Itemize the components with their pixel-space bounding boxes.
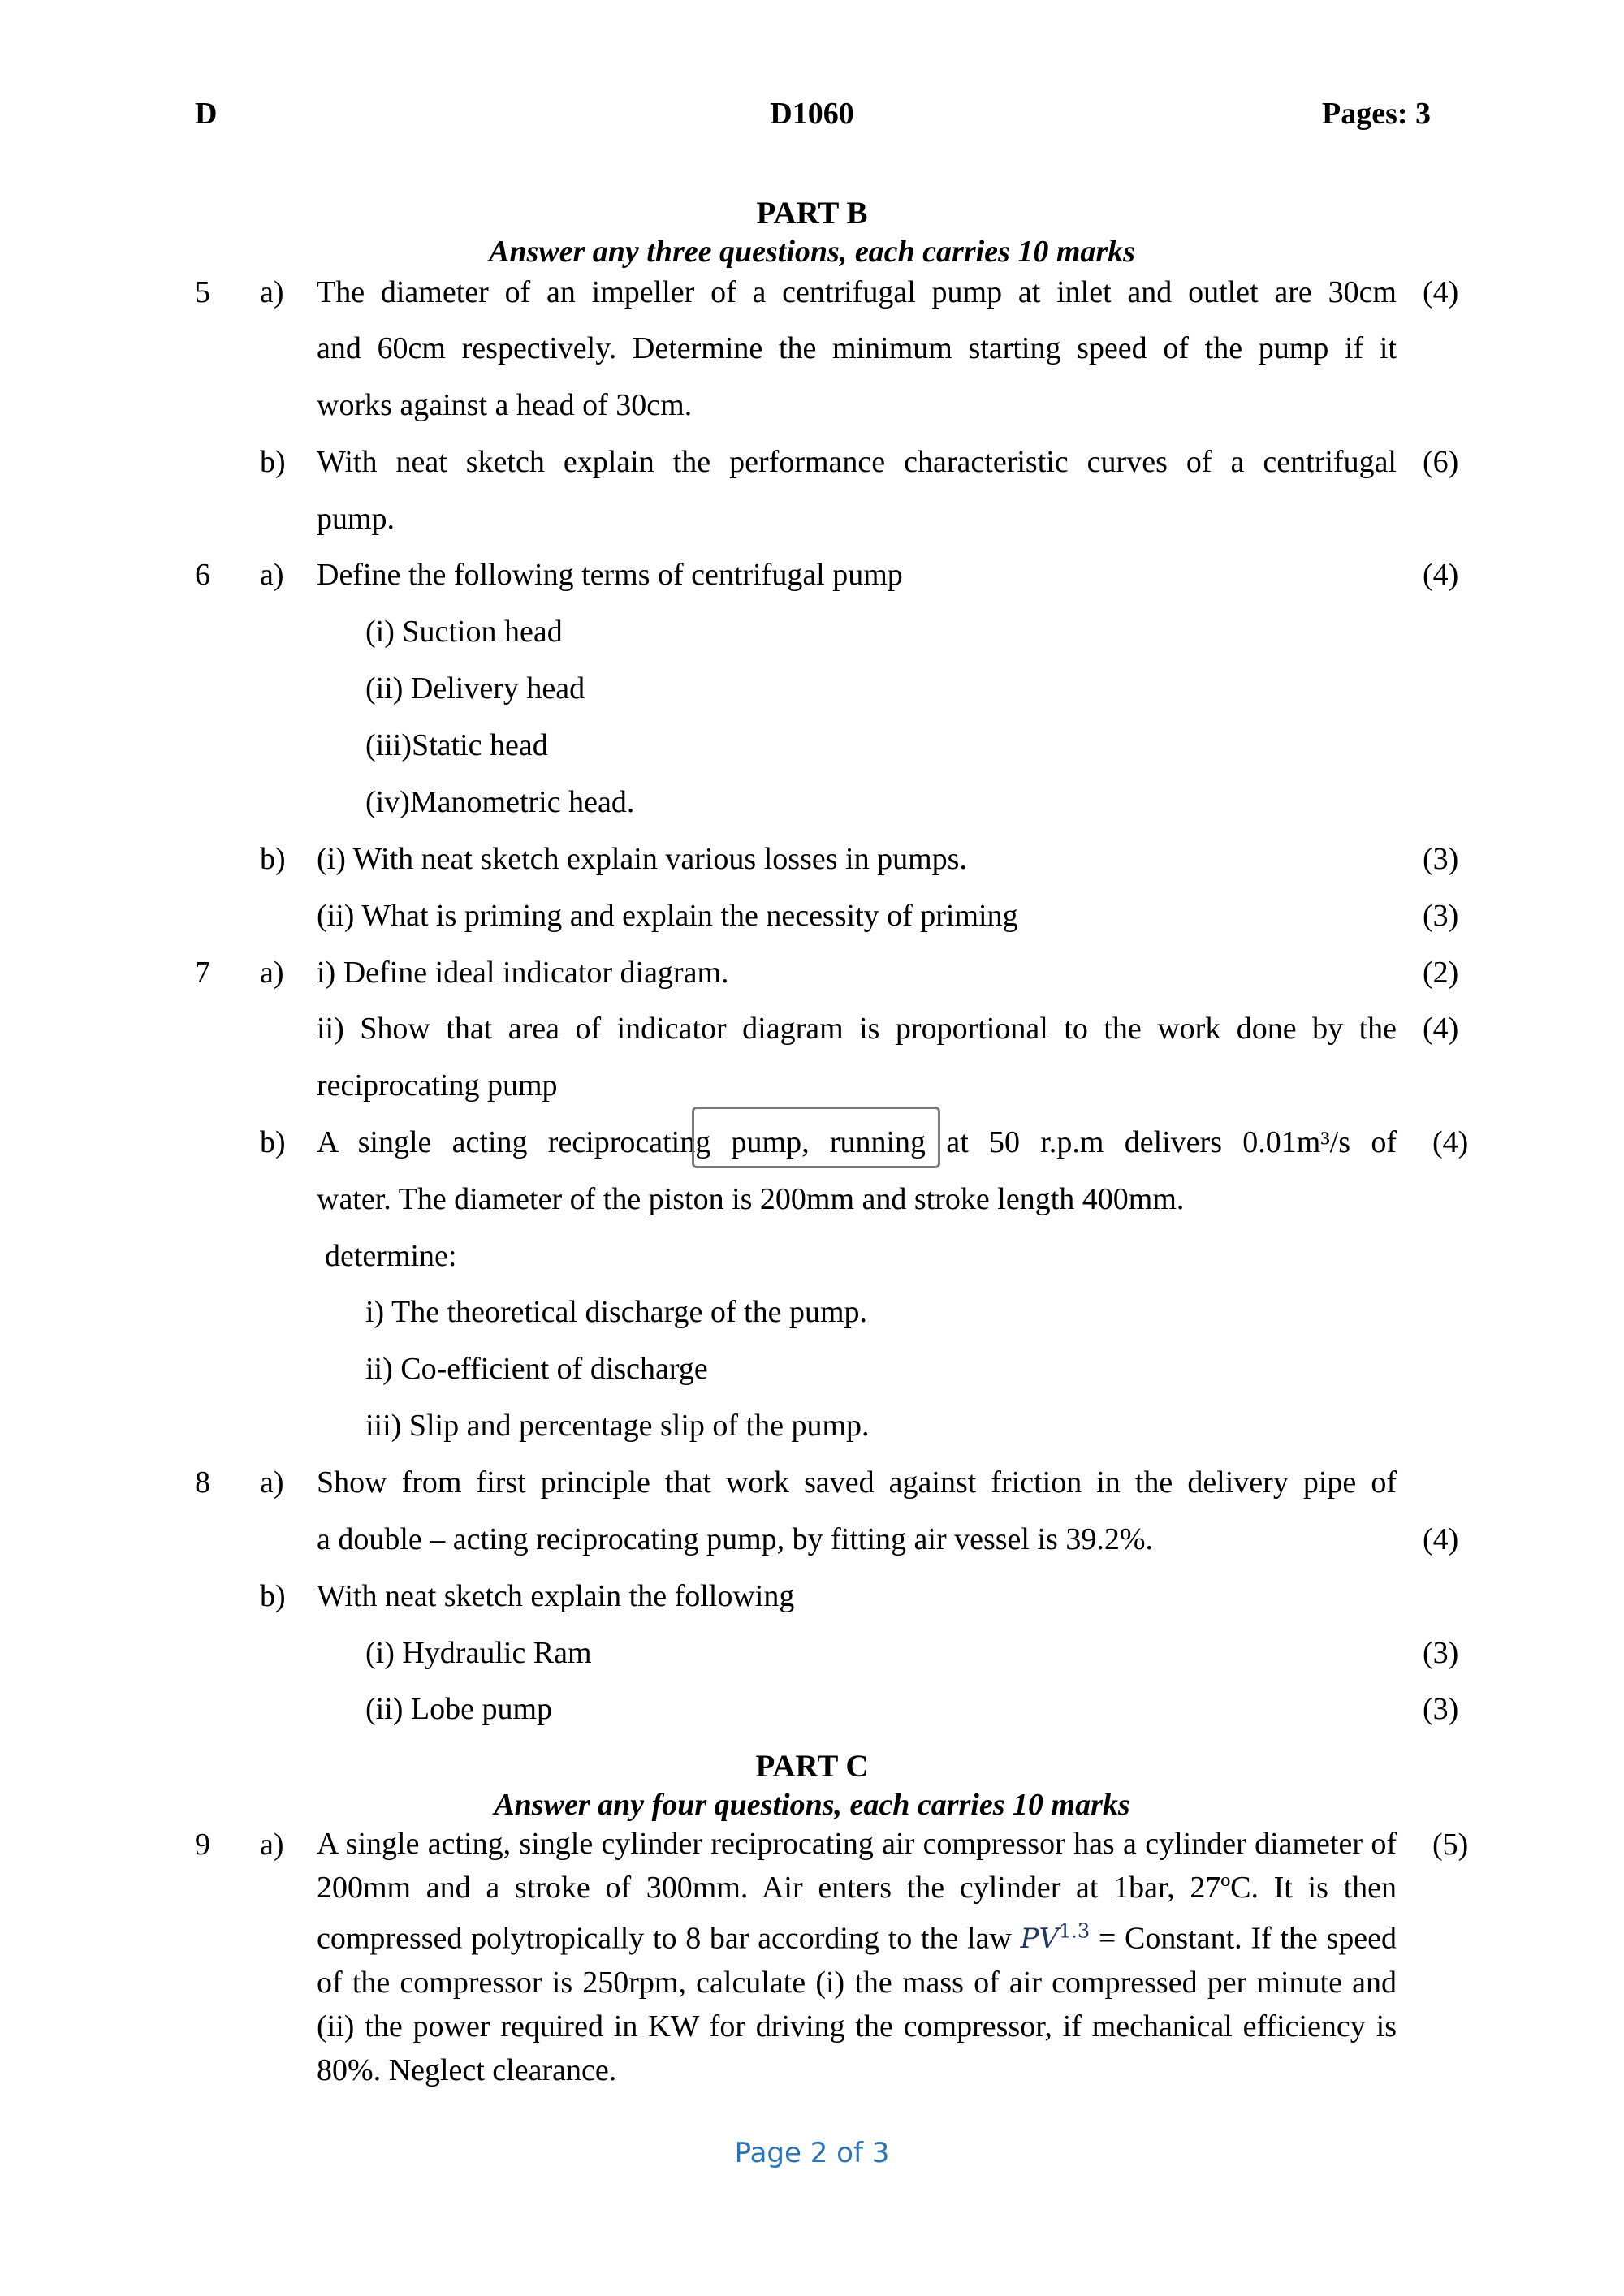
sub-label: a) bbox=[260, 558, 284, 592]
marks: (3) bbox=[1423, 842, 1459, 876]
question-number: 9 bbox=[195, 1828, 210, 1862]
list-item: i) The theoretical discharge of the pump. bbox=[365, 1295, 868, 1329]
sub-label: a) bbox=[260, 275, 284, 309]
question-line: determine: bbox=[325, 1239, 457, 1273]
list-item: iii) Slip and percentage slip of the pump. bbox=[365, 1409, 870, 1443]
marks: (6) bbox=[1423, 445, 1459, 479]
marks: (3) bbox=[1423, 1692, 1459, 1726]
question-line: The diameter of an impeller of a centrifugal pump at inlet and outlet are 30cm bbox=[317, 275, 1397, 309]
question-line: reciprocating pump bbox=[317, 1068, 558, 1103]
question-line: (ii) What is priming and explain the necessity of priming bbox=[317, 899, 1018, 933]
sub-label: b) bbox=[260, 445, 286, 479]
question-line: pump. bbox=[317, 502, 395, 536]
list-item: (iii)Static head bbox=[365, 728, 548, 762]
marks: (4) bbox=[1423, 1012, 1459, 1046]
sub-label: a) bbox=[260, 956, 284, 990]
list-item: ii) Co-efficient of discharge bbox=[365, 1352, 708, 1386]
part-c-instruction: Answer any four questions, each carries 10 marks bbox=[494, 1788, 1130, 1822]
question-line: water. The diameter of the piston is 200mm and stroke length 400mm. bbox=[317, 1182, 1185, 1216]
watermark-stamp bbox=[692, 1107, 940, 1168]
formula: $PV^{1.3}$ bbox=[1020, 1920, 1091, 1956]
question-number: 6 bbox=[195, 558, 210, 592]
sub-label: a) bbox=[260, 1828, 284, 1862]
marks: (4) bbox=[1423, 558, 1459, 592]
question-number: 7 bbox=[195, 956, 210, 990]
header-pages: Pages: 3 bbox=[1322, 97, 1432, 131]
marks: (4) bbox=[1423, 1522, 1459, 1556]
header-left: D bbox=[195, 97, 218, 131]
question-line: i) Define ideal indicator diagram. bbox=[317, 956, 729, 990]
marks: (4) bbox=[1423, 275, 1459, 309]
question-line: With neat sketch explain the performance characteristic curves of a centrifugal bbox=[317, 445, 1397, 479]
list-item: (i) Suction head bbox=[365, 615, 563, 649]
marks: (4) bbox=[1432, 1125, 1469, 1159]
question-line: a double – acting reciprocating pump, by fitting air vessel is 39.2%. bbox=[317, 1522, 1153, 1556]
part-c-title: PART C bbox=[755, 1749, 869, 1784]
question-line: With neat sketch explain the following bbox=[317, 1579, 795, 1613]
question-line: (i) With neat sketch explain various losses in pumps. bbox=[317, 842, 967, 876]
list-item: (ii) Lobe pump bbox=[365, 1692, 553, 1726]
question-line: ii) Show that area of indicator diagram is proportional to the work done by the bbox=[317, 1012, 1397, 1046]
question-number: 8 bbox=[195, 1465, 210, 1500]
question-paragraph bbox=[317, 1822, 1397, 2092]
marks: (5) bbox=[1432, 1828, 1469, 1862]
part-b-title: PART B bbox=[756, 196, 868, 231]
list-item: (ii) Delivery head bbox=[365, 671, 585, 706]
sub-label: a) bbox=[260, 1465, 284, 1500]
part-b-instruction: Answer any three questions, each carries 10 marks bbox=[489, 235, 1135, 269]
marks: (3) bbox=[1423, 899, 1459, 933]
question-line: and 60cm respectively. Determine the minimum starting speed of the pump if it bbox=[317, 331, 1397, 365]
question-line: Show from first principle that work saved against friction in the delivery pipe of bbox=[317, 1465, 1397, 1500]
list-item: (i) Hydraulic Ram bbox=[365, 1636, 592, 1670]
marks: (3) bbox=[1423, 1636, 1459, 1670]
header-code: D1060 bbox=[770, 97, 854, 131]
question-line: Define the following terms of centrifugal pump bbox=[317, 558, 903, 592]
list-item: (iv)Manometric head. bbox=[365, 785, 635, 819]
question-text: A single acting, single cylinder reciprocating air compressor has a cylinder diameter of 200mm and a stroke of 300mm. Air enters the cylinder at 1bar, 27ºC. It is then compressed polytropically to 8 bar according to the law bbox=[317, 1827, 1397, 1956]
question-line: A single acting reciprocating pump, running at 50 r.p.m delivers 0.01m³/s of bbox=[317, 1125, 1397, 1159]
question-line: works against a head of 30cm. bbox=[317, 388, 693, 422]
sub-label: b) bbox=[260, 1125, 286, 1159]
sub-label: b) bbox=[260, 1579, 286, 1613]
marks: (2) bbox=[1423, 956, 1459, 990]
sub-label: b) bbox=[260, 842, 286, 876]
question-text: = Constant. If the speed of the compressor is 250rpm, calculate (i) the mass of air compressed per minute and (ii) the power required in KW for driving the compressor, if mechanical efficiency is 80%. Neglect clearance. bbox=[317, 1921, 1397, 2088]
question-number: 5 bbox=[195, 275, 210, 309]
page-number: Page 2 of 3 bbox=[734, 2137, 890, 2169]
